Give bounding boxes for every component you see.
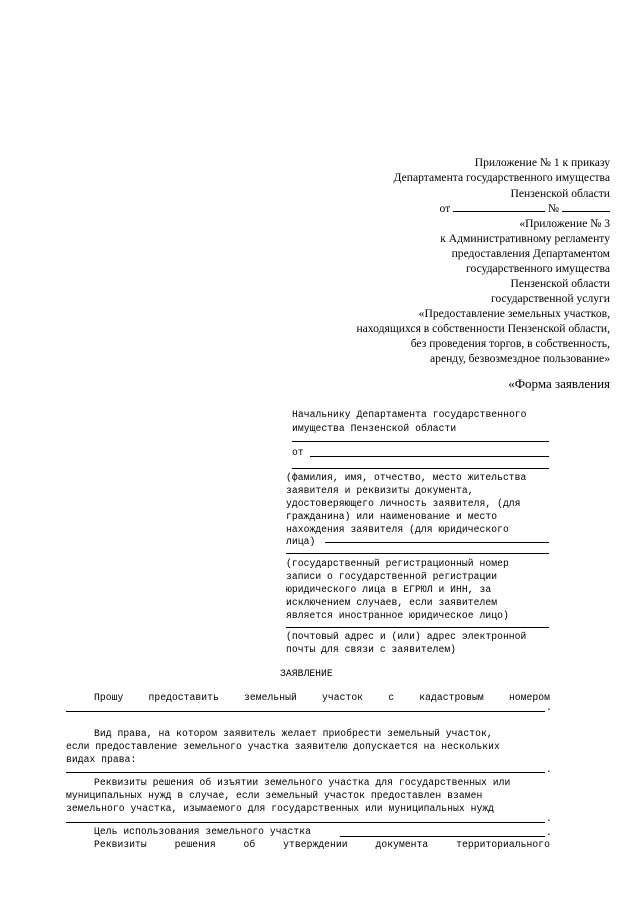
date-blank: [453, 202, 545, 212]
hint-line: удостоверяющего личность заявителя, (для: [286, 498, 521, 509]
header-line: без проведения торгов, в собственность,: [410, 337, 610, 350]
header-line: государственного имущества: [466, 262, 610, 275]
order-date-number-line: [440, 202, 611, 216]
hint-line: записи о государственной регистрации: [286, 571, 498, 582]
header-line: Пензенской области: [510, 277, 610, 290]
right-type-line: [66, 772, 545, 773]
hint-line: заявителя и реквизиты документа,: [286, 485, 474, 496]
from-label: от: [292, 447, 304, 458]
blank-line: [286, 627, 549, 628]
applicant-name-line: [310, 456, 549, 457]
word: с: [388, 692, 395, 703]
blank-line: [325, 542, 549, 543]
word: земельный: [244, 692, 297, 703]
hint-line: является иностранное юридическое лицо): [286, 610, 509, 621]
paragraph-line: [94, 691, 550, 704]
word: номером: [508, 692, 550, 703]
addressee-line: Начальнику Департамента государственного: [292, 409, 527, 420]
blank-line: [292, 468, 549, 469]
word: предоставить: [148, 692, 219, 703]
blank-line: [286, 553, 549, 554]
header-line: к Административному регламенту: [440, 232, 610, 245]
header-line: Приложение № 1 к приказу: [474, 156, 610, 169]
hint-line: гражданина) или наименование и место: [286, 511, 498, 522]
form-title: «Форма заявления: [508, 376, 610, 391]
number-blank: [562, 202, 610, 212]
paragraph-line: видах права:: [66, 754, 137, 765]
hint-line: (почтовый адрес и (или) адрес электронной: [286, 631, 527, 642]
word: Реквизиты: [94, 839, 147, 850]
paragraph-line: если предоставление земельного участка заявителю допускается на нескольких: [66, 741, 500, 752]
header-line: «Приложение № 3: [519, 217, 610, 230]
header-line: «Предоставление земельных участков,: [418, 307, 610, 320]
word: документа: [375, 839, 429, 850]
paragraph-line: Реквизиты решения об изъятии земельного участка для государственных или: [94, 777, 511, 788]
paragraph-line: Цель использования земельного участка: [94, 826, 311, 837]
word: утверждении: [283, 839, 348, 850]
hint-line: исключением случаев, если заявителем: [286, 597, 498, 608]
header-line: аренду, безвозмездное пользование»: [430, 352, 610, 365]
seizure-decision-line: [66, 822, 545, 823]
hint-line: юридического лица в ЕГРЮЛ и ИНН, за: [286, 584, 492, 595]
paragraph-line: Вид права, на котором заявитель желает приобрести земельный участок,: [94, 728, 493, 739]
period: .: [546, 764, 552, 775]
number-label: №: [548, 202, 560, 215]
from-label: от: [439, 202, 451, 215]
cadastral-number-line: [66, 711, 545, 712]
application-title: ЗАЯВЛЕНИЕ: [280, 668, 333, 679]
word: территориального: [456, 839, 550, 850]
paragraph-line: муниципальных нужд в случае, если земельный участок предоставлен взамен: [66, 790, 483, 801]
purpose-line: [340, 836, 545, 837]
period: .: [546, 702, 552, 713]
period: .: [546, 827, 552, 838]
paragraph-line: земельного участка, изымаемого для государственных или муниципальных нужд: [66, 803, 495, 814]
paragraph-line: [94, 838, 550, 851]
addressee-line: имущества Пензенской области: [292, 423, 457, 434]
hint-line: (государственный регистрационный номер: [286, 558, 509, 569]
header-line: находящихся в собственности Пензенской области,: [356, 322, 610, 335]
word: кадастровым: [419, 692, 484, 703]
word: Прошу: [94, 692, 124, 703]
header-line: государственной услуги: [490, 292, 610, 305]
blank-line: [292, 441, 549, 442]
word: об: [243, 839, 256, 850]
word: решения: [174, 839, 216, 850]
hint-line: нахождения заявителя (для юридического: [286, 524, 509, 535]
header-line: предоставления Департаментом: [451, 247, 610, 260]
header-line: Пензенской области: [510, 187, 610, 200]
period: .: [546, 813, 552, 824]
hint-line: лица): [286, 536, 316, 547]
hint-line: (фамилия, имя, отчество, место жительства: [286, 472, 527, 483]
word: участок: [322, 692, 364, 703]
hint-line: почты для связи с заявителем): [286, 644, 457, 655]
header-line: Департамента государственного имущества: [393, 171, 610, 184]
